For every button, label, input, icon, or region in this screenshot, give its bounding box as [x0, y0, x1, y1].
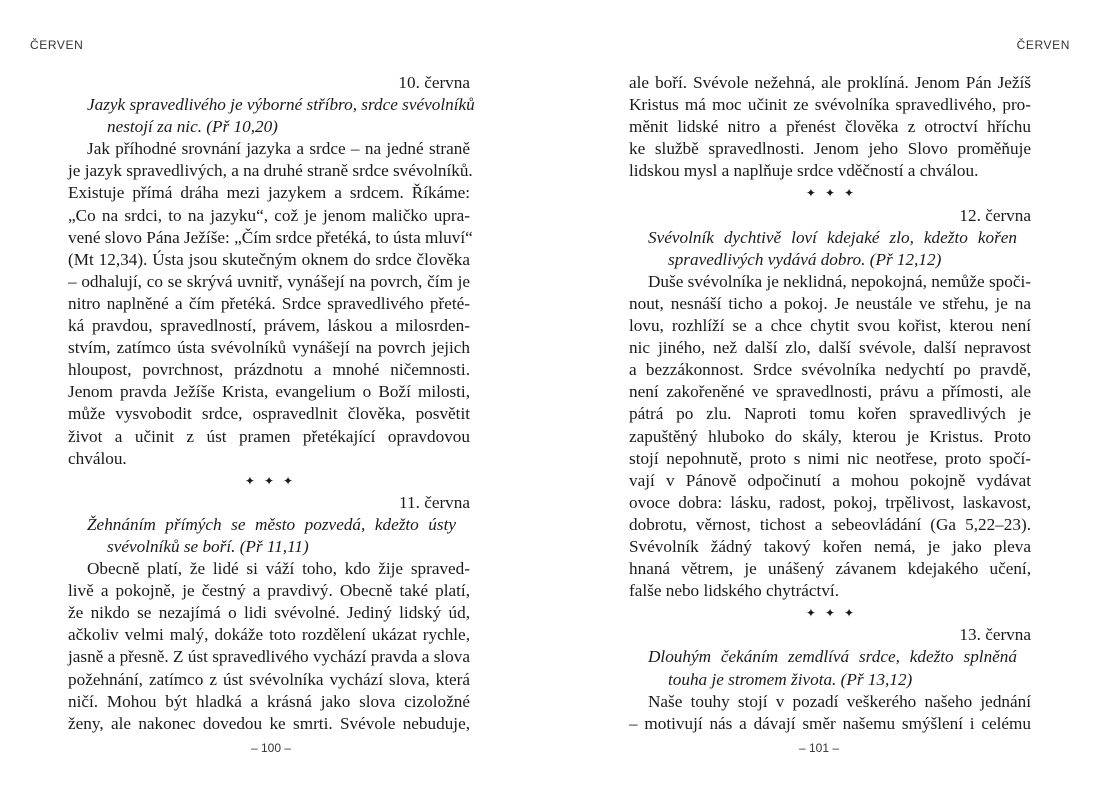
body-line: (Mt 12,34). Ústa jsou skutečným oknem do srdce člověka — [68, 249, 470, 269]
body-line: dobrotu, věrnost, tichost a sebeovládání (Ga 5,22–23). — [629, 514, 1031, 534]
body-line: – motivují nás a dávají směr našemu smýšlení i celému — [629, 713, 1031, 733]
verse-quote: touha je stromem života. (Př 13,12) — [668, 669, 913, 689]
body-line: a bezzákonnost. Srdce svévolníka nedychtí po pravdě, — [629, 360, 1031, 380]
body-line: vené slovo Pána Ježíše: „Čím srdce přetéká, to ústa mluví“ — [68, 227, 473, 247]
body-line: nic jiného, než další zlo, další svévole, další nepravost — [629, 338, 1031, 358]
running-head: ČERVEN — [30, 38, 84, 52]
body-line: stvím, zatímco ústa svévolníků vynášejí na povrch jejich — [68, 338, 470, 358]
running-head: ČERVEN — [1016, 38, 1070, 52]
entry-date: 13. června — [959, 625, 1031, 645]
body-line: ke službě spravedlnosti. Jenom jeho Slovo proměňuje — [629, 139, 1031, 159]
verse-quote: Svévolník dychtivě loví kdejaké zlo, kdežto kořen — [648, 227, 1017, 247]
body-line: požehnání, zatímco z úst svévolníka vychází slova, která — [68, 669, 470, 689]
body-line: falše nebo lidského chytráctví. — [629, 581, 840, 601]
section-separator: ✦✦✦ — [805, 606, 864, 621]
verse-quote: Jazyk spravedlivého je výborné stříbro, srdce svévolníků — [87, 95, 475, 115]
body-line: Duše svévolníka je neklidná, nepokojná, nemůže spoči- — [648, 271, 1031, 291]
body-line: „Co na srdci, to na jazyku“, což je jenom maličko upra- — [68, 205, 470, 225]
body-line: Jenom pravda Ježíše Krista, evangelium o Boží milosti, — [68, 382, 470, 402]
body-line: Svévolník žádný takový kořen nemá, je jako pleva — [629, 536, 1031, 556]
body-line: nitro naplněné a čím přetéká. Srdce spravedlivého přeté- — [68, 293, 470, 313]
text-column — [629, 72, 1031, 735]
body-line: že nikdo se nezajímá o lidi svévolné. Jediný lidský úd, — [68, 603, 470, 623]
body-line: je jazyk spravedlivých, a na druhé straně srdce svévolníků. — [68, 161, 473, 181]
body-line: Naše touhy stojí v pozadí veškerého našeho jednání — [648, 691, 1031, 711]
page-number: – 101 – — [798, 741, 840, 755]
body-line: nout, nesnáší ticho a pokoj. Je neustále ve střehu, je na — [629, 293, 1031, 313]
text-column — [68, 72, 475, 735]
body-line: ale boří. Svévole nežehná, ale proklíná. Jenom Pán Ježíš — [629, 73, 1031, 92]
body-line: hnaná větrem, je unášený závanem kdejakého učení, — [629, 559, 1031, 579]
body-line: pátrá po zlu. Naproti tomu kořen spravedlivých je — [629, 404, 1031, 424]
body-line: Jak příhodné srovnání jazyka a srdce – na jedné straně — [87, 139, 470, 159]
body-line: Obecně platí, že lidé si váží toho, kdo žije spraved- — [87, 559, 470, 579]
body-line: život a učinit z úst pramen přetékající opravdovou — [68, 426, 470, 446]
body-line: Existuje přímá dráha mezi jazykem a srdcem. Říkáme: — [68, 183, 470, 203]
verse-quote: spravedlivých vydává dobro. (Př 12,12) — [668, 249, 942, 269]
verse-quote: svévolníků se boří. (Př 11,11) — [107, 536, 309, 556]
page-number: – 100 – — [250, 741, 292, 755]
right-page — [550, 0, 1100, 800]
body-line: zapuštěný hluboko do skály, kterou je Kristus. Proto — [629, 426, 1031, 446]
body-line: měnit lidské nitro a přenést člověka z otroctví hříchu — [629, 117, 1031, 137]
body-line: livě a pokojně, je čestný a pravdivý. Obecně také platí, — [68, 581, 470, 601]
body-line: Kristus má moc učinit ze svévolníka spravedlivého, pro- — [629, 95, 1031, 115]
body-line: lidskou mysl a naplňuje srdce vděčností a chválou. — [629, 161, 979, 181]
body-line: hloupost, povrchnost, prázdnotu a mnohé ničemnosti. — [68, 360, 470, 380]
verse-quote: nestojí za nic. (Př 10,20) — [107, 117, 278, 137]
body-line: není zakořeněné ve spravedlnosti, právu a přímosti, ale — [629, 382, 1031, 402]
body-line: ká pravdou, spravedlností, právem, láskou a milosrden- — [68, 316, 470, 336]
body-line: může vysvobodit srdce, ospravedlnit člověka, posvětit — [68, 404, 470, 424]
verse-quote: Žehnáním přímých se město pozvedá, kdežto ústy — [87, 514, 456, 534]
body-line: ničí. Mohou být hladká a krásná jako slova cizoložné — [68, 691, 470, 711]
body-line: ovoce dobra: lásku, radost, pokoj, trpělivost, laskavost, — [629, 492, 1031, 512]
body-line: vají v Pánově odpočinutí a mohou pokojně vydávat — [629, 470, 1031, 490]
body-line: lovu, rozhlíží se a chce chytit svou kořist, kterou není — [629, 316, 1031, 336]
entry-date: 10. června — [398, 73, 470, 92]
body-line: chválou. — [68, 448, 127, 468]
section-separator: ✦✦✦ — [805, 186, 864, 201]
body-line: – odhalují, co se skrývá uvnitř, vynášejí na povrch, čím je — [68, 271, 470, 291]
body-line: ačkoliv velmi malý, dokáže toto rozdělení ukázat rychle, — [68, 625, 470, 645]
body-line: jasně a přesně. Z úst spravedlivého vychází pravda a slova — [68, 647, 470, 667]
entry-date: 11. června — [399, 492, 470, 512]
verse-quote: Dlouhým čekáním zemdlívá srdce, kdežto splněná — [648, 647, 1017, 667]
entry-date: 12. června — [959, 205, 1031, 225]
body-line: stojí nepohnutě, proto s nimi nic neotřese, proto spočí- — [629, 448, 1031, 468]
body-line: ženy, ale nakonec dovedou ke smrti. Svévole nebuduje, — [68, 713, 470, 733]
section-separator: ✦✦✦ — [244, 473, 303, 488]
